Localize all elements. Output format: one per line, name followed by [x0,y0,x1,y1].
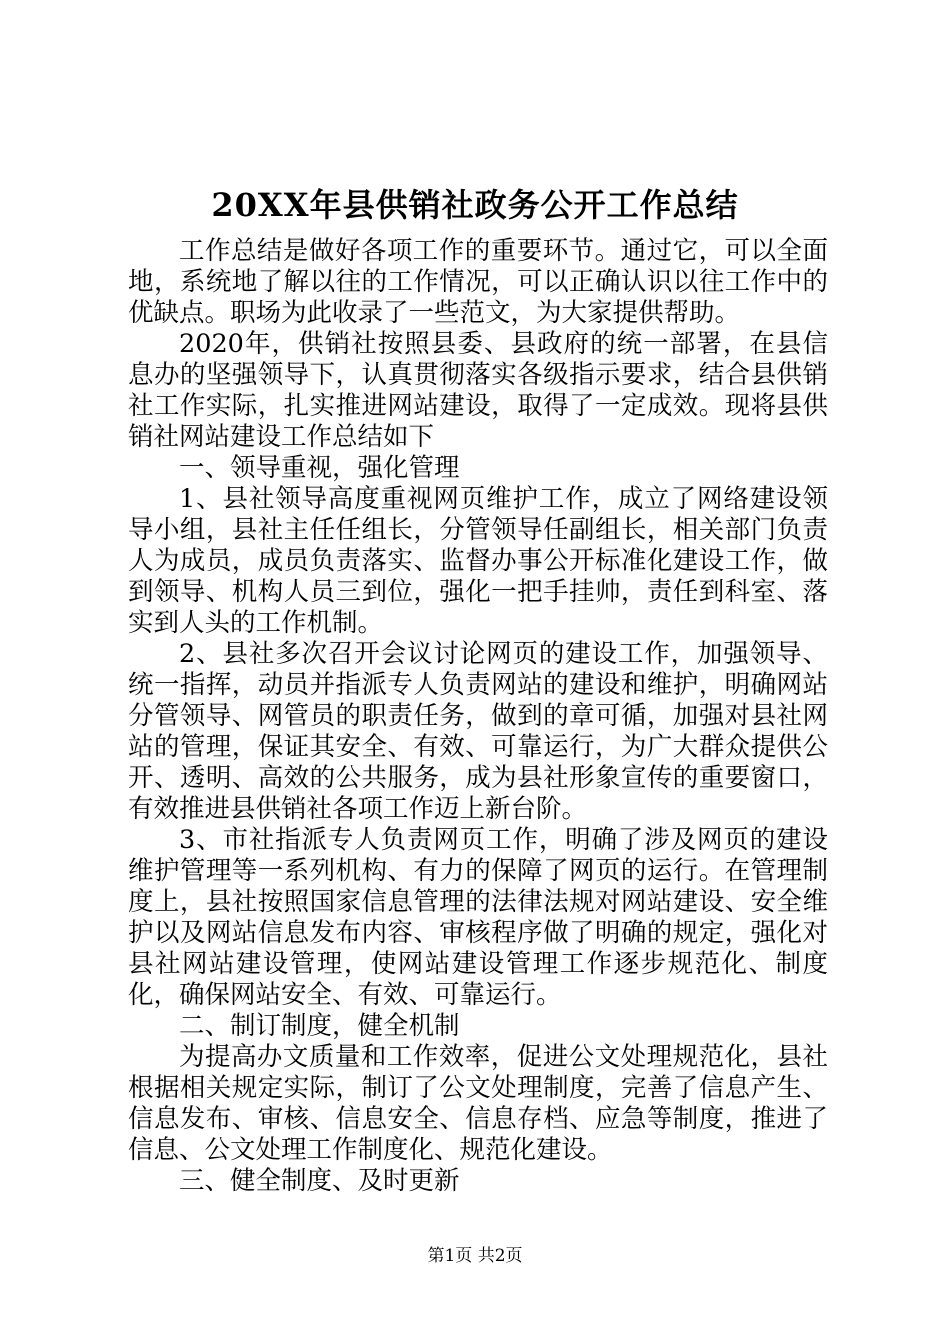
section-heading-2: 二、制订制度，健全机制 [179,1011,460,1041]
paragraph-item-3: 3、市社指派专人负责网页工作，明确了涉及网页的建设维护管理等一系列机构、有力的保障了网页的运行。在管理制度上，县社按照国家信息管理的法律法规对网站建设、安全维护以及网站信息发布内容、审核程序做了明确的规定，强化对县社网站建设管理，使网站建设管理工作逐步规范化、制度化，确保网站安全、有效、可靠运行。 [128,825,828,1010]
section-heading-1: 一、领导重视，强化管理 [179,453,460,483]
paragraph-item-2: 2、县社多次召开会议讨论网页的建设工作，加强领导、统一指挥，动员并指派专人负责网站的建设和维护，明确网站分管领导、网管员的职责任务，做到的章可循，加强对县社网站的管理，保证其安全、有效、可靠运行，为广大群众提供公开、透明、高效的公共服务，成为县社形象宣传的重要窗口，有效推进县供销社各项工作迈上新台阶。 [128,639,828,824]
document-title: 20XX年县供销社政务公开工作总结 [211,186,739,224]
section-heading-3: 三、健全制度、及时更新 [179,1166,460,1196]
paragraph-intro: 工作总结是做好各项工作的重要环节。通过它，可以全面地，系统地了解以往的工作情况，可以正确认识以往工作中的优缺点。职场为此收录了一些范文，为大家提供帮助。 [128,236,828,328]
page-number-footer: 第1页 共2页 [427,1246,523,1266]
paragraph-item-1: 1、县社领导高度重视网页维护工作，成立了网络建设领导小组，县社主任任组长，分管领导任副组长，相关部门负责人为成员，成员负责落实、监督办事公开标准化建设工作，做到领导、机构人员三到位，强化一把手挂帅，责任到科室、落实到人头的工作机制。 [128,484,828,638]
document-body [128,236,828,1197]
paragraph-section-2: 为提高办文质量和工作效率，促进公文处理规范化，县社根据相关规定实际，制订了公文处理制度，完善了信息产生、信息发布、审核、信息安全、信息存档、应急等制度，推进了信息、公文处理工作制度化、规范化建设。 [128,1042,828,1165]
paragraph-overview: 2020年，供销社按照县委、县政府的统一部署，在县信息办的坚强领导下，认真贯彻落实各级指示要求，结合县供销社工作实际，扎实推进网站建设，取得了一定成效。现将县供销社网站建设工作总结如下 [128,329,828,452]
